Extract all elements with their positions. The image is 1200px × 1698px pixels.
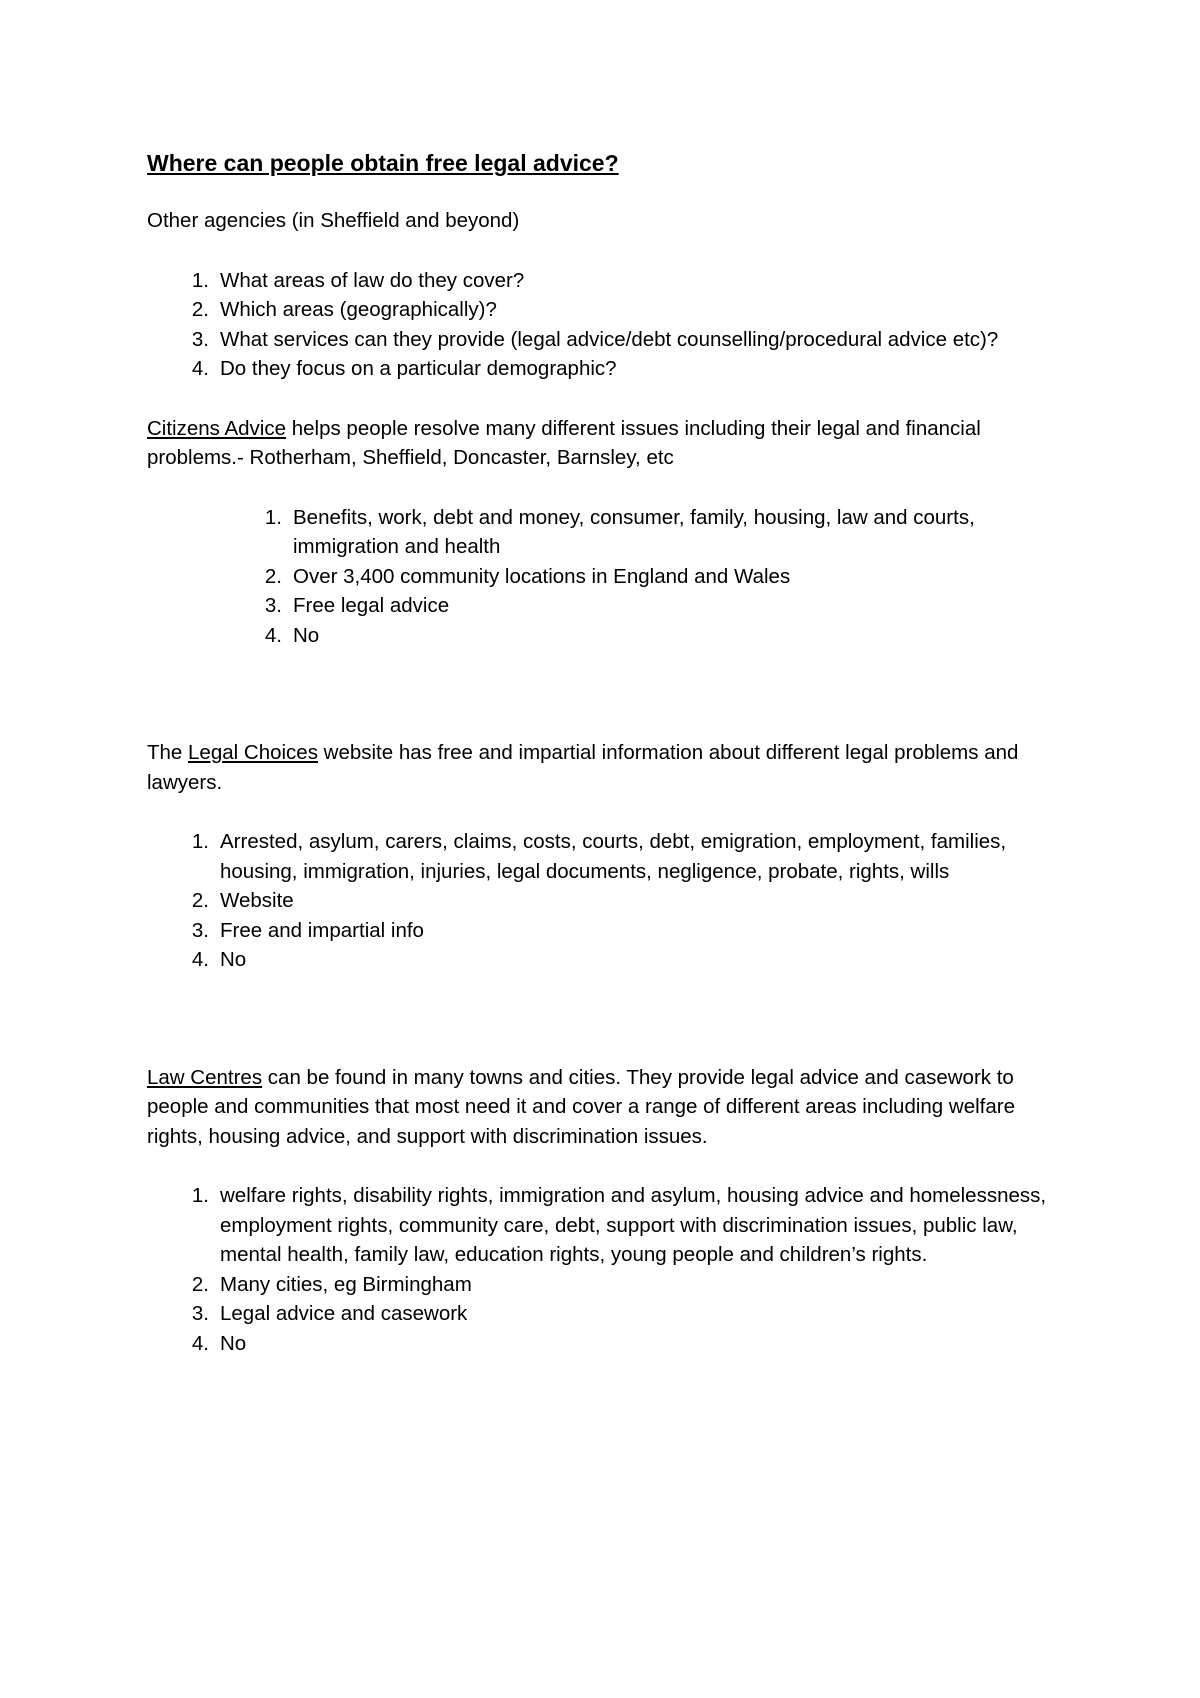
page-title: Where can people obtain free legal advice? [147,150,619,176]
list-item: 4. No [191,948,247,971]
question-list [147,266,1067,384]
legal-choices-answers [147,827,1067,975]
legal-choices-link[interactable]: Legal Choices [188,741,318,764]
list-item: 3. Free and impartial info [191,918,424,942]
subtitle: Other agencies (in Sheffield and beyond) [147,209,520,232]
list-item: 1. What areas of law do they cover? [191,268,525,292]
document-body [147,148,1067,1358]
list-item: 2. Over 3,400 community locations in England and Wales [264,564,791,588]
list-item: 3. What services can they provide (legal advice/debt counselling/procedural advice etc)? [191,327,999,351]
list-item: 4. No [191,1331,247,1355]
list-item: 2. Website [191,889,294,912]
list-item: 1. Benefits, work, debt and money, consumer, family, housing, law and courts, immigration and health [264,505,975,558]
list-item: 3. Legal advice and casework [191,1302,468,1325]
citizens-advice-paragraph: Citizens Advice helps people resolve many different issues including their legal and financial problems.- Rotherham, Sheffield, Doncaster, Barnsley, etc [147,416,981,469]
list-item: 4. No [264,623,320,647]
citizens-advice-answers [147,503,1067,651]
law-centres-answers [147,1181,1067,1358]
law-centres-link[interactable]: Law Centres [147,1065,263,1089]
list-item: 1. Arrested, asylum, carers, claims, costs, courts, debt, emigration, employment, families, housing, immigration, injuries, legal documents, negligence, probate, rights, wills [191,830,1007,883]
citizens-advice-link[interactable]: Citizens Advice [147,416,287,440]
list-item: 3. Free legal advice [264,594,450,617]
legal-choices-paragraph: The Legal Choices website has free and impartial information about different legal problems and lawyers. [147,741,1019,794]
law-centres-paragraph: Law Centres can be found in many towns and cities. They provide legal advice and casework to people and communities that most need it and cover a range of different areas including welfare rights, housing advice, and support with discrimination issues. [147,1065,1015,1148]
list-item: 1. welfare rights, disability rights, immigration and asylum, housing advice and homelessness, employment rights, community care, debt, support with discrimination issues, public law, mental health, family law, education rights, young people and children’s rights. [191,1184,1047,1266]
list-item: 4. Do they focus on a particular demographic? [191,357,617,380]
list-item: 2. Many cities, eg Birmingham [191,1272,472,1296]
list-item: 2. Which areas (geographically)? [191,298,497,321]
